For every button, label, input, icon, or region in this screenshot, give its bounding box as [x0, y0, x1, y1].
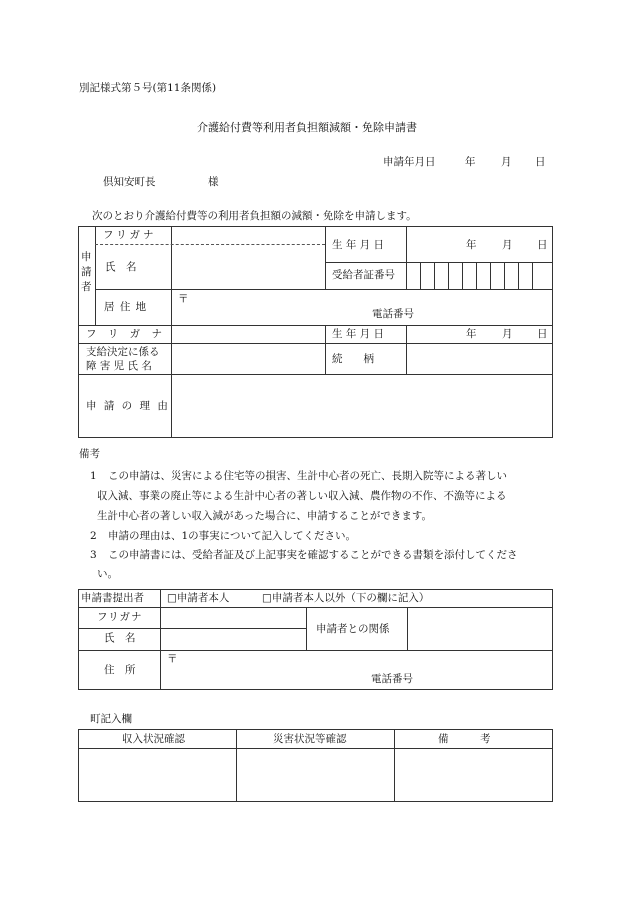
submitter-table	[78, 589, 553, 690]
applicant-group-label: 申請者	[81, 251, 92, 293]
address-label: 居 住 地	[104, 301, 148, 313]
dob2-label: 生 年 月 日	[332, 328, 385, 340]
date-day: 日	[535, 156, 546, 168]
column-remarks: 備 考	[438, 733, 491, 745]
submitter-postal-mark: 〒	[167, 653, 178, 665]
submitter-label: 申請書提出者	[81, 592, 144, 604]
remark-1-num: 1	[90, 470, 97, 482]
submitter-address-label: 住 所	[104, 664, 136, 676]
town-entry-heading: 町記入欄	[90, 713, 132, 725]
dob-label: 生 年 月 日	[332, 239, 385, 251]
date-year: 年	[465, 156, 476, 168]
reason-label: 申 請 の 理 由	[86, 400, 170, 412]
form-title: 介護給付費等利用者負担額減額・免除申請書	[197, 121, 417, 134]
submitter-furigana-label: フリガナ	[97, 611, 143, 623]
dob-year: 年	[466, 239, 477, 251]
remark-1-line-2: 収入減、事業の廃止等による生計中心者の著しい収入減、農作物の不作、不漁等による	[97, 490, 507, 502]
relation-label: 続 柄	[332, 353, 374, 365]
dob-month: 月	[502, 239, 513, 251]
relation-to-applicant-label: 申請者との関係	[316, 623, 390, 635]
phone-label: 電話番号	[372, 308, 414, 320]
remark-1-line-3: 生計中心者の著しい収入減があった場合に、申請することができます。	[97, 510, 433, 522]
honorific: 様	[208, 176, 219, 188]
submitter-name-label: 氏 名	[104, 632, 136, 644]
option-self[interactable]: □申請者本人	[167, 592, 230, 604]
submitter-phone-label: 電話番号	[371, 673, 413, 685]
remark-2-num: 2	[90, 530, 97, 542]
name-label: 氏 名	[105, 261, 137, 273]
remark-3-line-1: この申請書には、受給者証及び上記事実を確認することができる書類を添付してくださ	[108, 549, 518, 561]
dob-day: 日	[537, 239, 548, 251]
postal-mark: 〒	[178, 293, 189, 305]
form-number: 別記様式第５号(第11条関係)	[79, 82, 217, 94]
column-income-check: 収入状況確認	[122, 733, 185, 745]
child-name-label-1: 支給決定に係る	[86, 346, 160, 358]
cert-number-label: 受給者証番号	[332, 269, 395, 281]
remarks-heading: 備考	[79, 448, 100, 460]
addressee: 倶知安町長	[103, 176, 156, 188]
furigana-label: フリガナ	[103, 229, 157, 241]
furigana2-label: フ リ ガ ナ	[86, 328, 167, 340]
application-date-label: 申請年月日	[383, 156, 436, 168]
dob2-month: 月	[502, 328, 513, 340]
child-name-label-2: 障 害 児 氏 名	[86, 360, 152, 372]
option-other[interactable]: □申請者本人以外（下の欄に記入）	[262, 592, 430, 604]
date-month: 月	[501, 156, 512, 168]
remark-3-num: 3	[90, 549, 97, 561]
remark-2-line-1: 申請の理由は、1の事実について記入してください。	[108, 530, 356, 542]
dob2-year: 年	[466, 328, 477, 340]
remark-3-line-2: い。	[97, 568, 118, 580]
intro-text: 次のとおり介護給付費等の利用者負担額の減額・免除を申請します。	[92, 210, 417, 222]
column-disaster-check: 災害状況等確認	[273, 733, 347, 745]
dob2-day: 日	[537, 328, 548, 340]
remark-1-line-1: この申請は、災害による住宅等の損害、生計中心者の死亡、長期入院等による著しい	[108, 470, 507, 482]
